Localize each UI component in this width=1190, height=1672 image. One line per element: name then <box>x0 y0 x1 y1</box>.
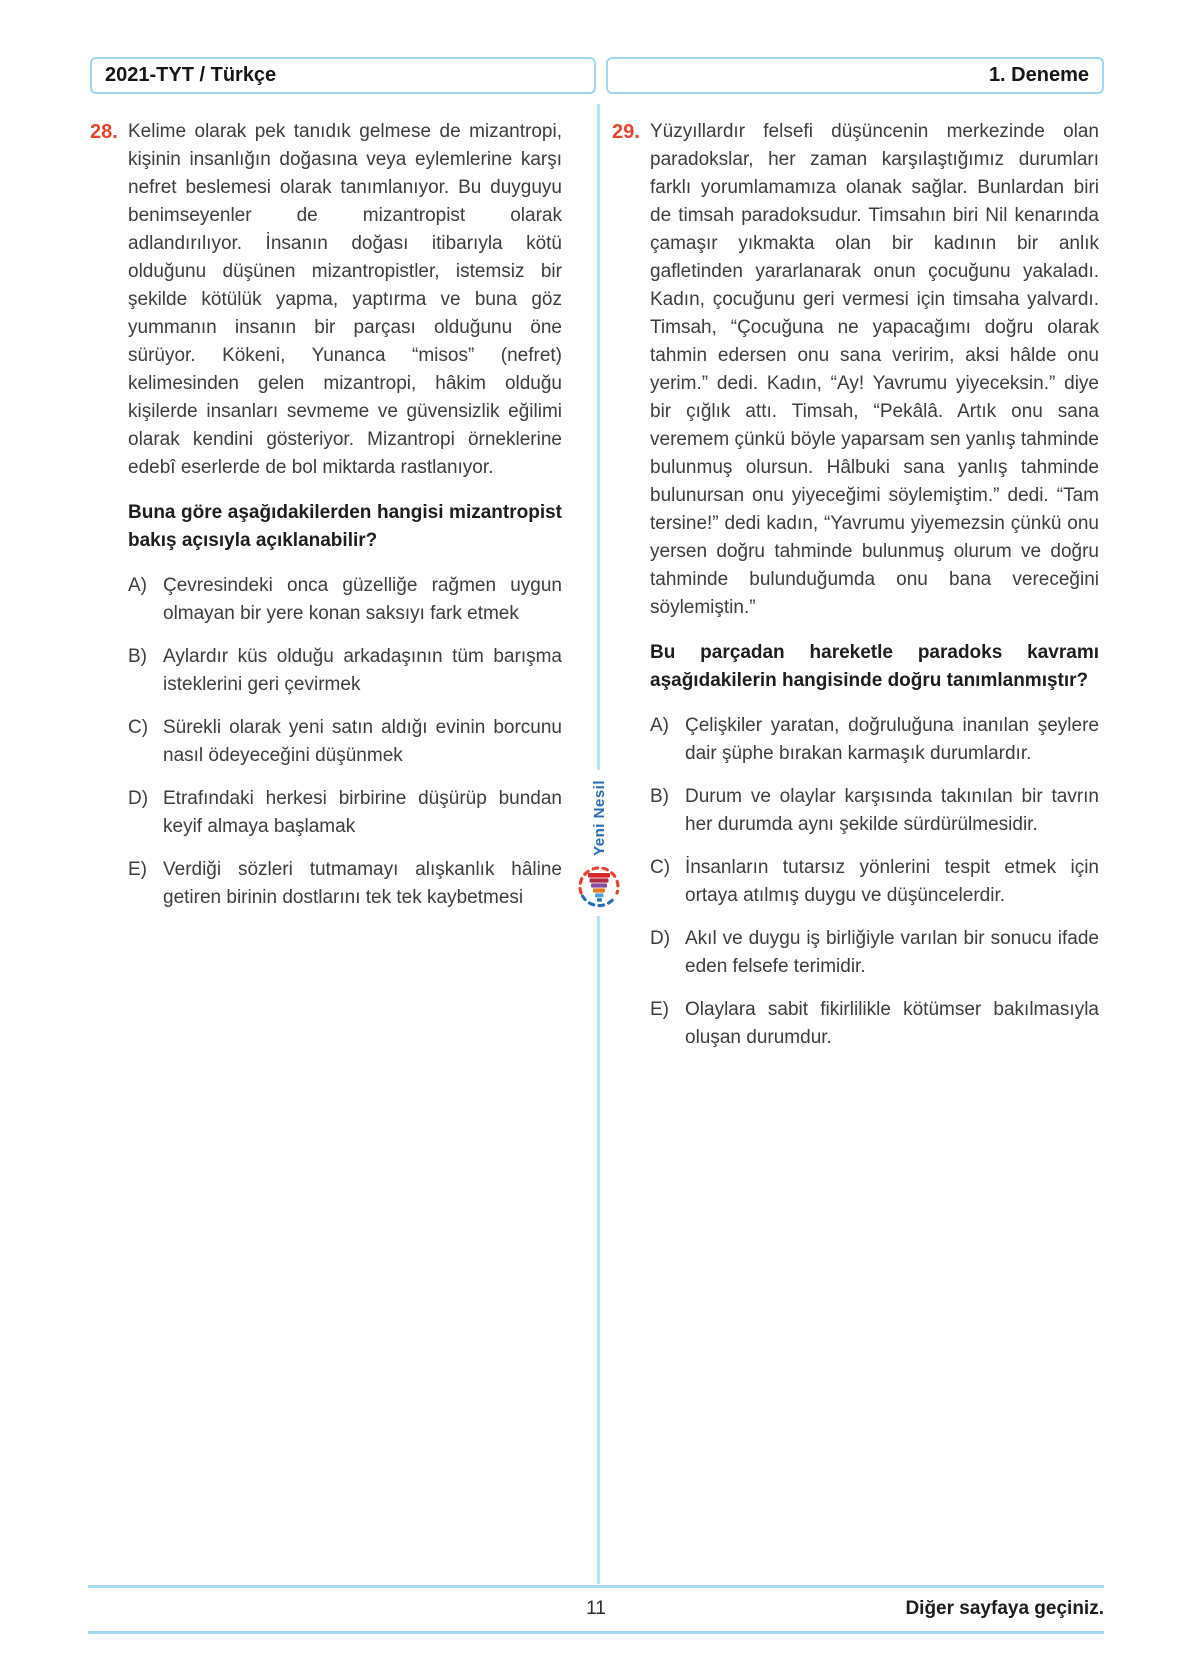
option-a <box>650 712 1099 768</box>
brand-name-vertical <box>591 775 608 861</box>
option-label: E) <box>650 999 669 1020</box>
option-e <box>128 856 562 912</box>
brand-name-text: Yeni Nesil <box>590 780 608 856</box>
option-label: B) <box>128 646 147 667</box>
question-stem: Buna göre aşağıdakilerden hangisi mizantropist bakış açısıyla açıklanabilir? <box>128 502 562 551</box>
option-label: C) <box>128 717 149 738</box>
right-column <box>612 118 1099 1067</box>
option-d <box>128 785 562 841</box>
funnel-chart-icon <box>576 863 622 911</box>
option-label: B) <box>650 786 669 807</box>
header-exam-title: 1. Deneme <box>988 64 1089 86</box>
option-text: Çelişkiler yaratan, doğruluğuna inanılan şeylere dair şüphe bırakan karmaşık durumlardır. <box>685 715 1099 764</box>
option-label: E) <box>128 859 147 880</box>
option-label: A) <box>650 715 669 736</box>
question-number: 28. <box>90 121 118 143</box>
option-text: İnsanların tutarsız yönlerini tespit etmek için ortaya atılmış duygu ve düşüncelerdir. <box>685 857 1099 906</box>
option-b <box>650 783 1099 839</box>
brand-logo <box>568 770 630 916</box>
left-column <box>90 118 562 927</box>
option-c <box>128 714 562 770</box>
question-stem: Bu parçadan hareketle paradoks kavramı aşağıdakilerin hangisinde doğru tanımlanmıştır? <box>650 642 1099 691</box>
page-footer <box>88 1593 1104 1625</box>
option-label: D) <box>128 788 149 809</box>
option-text: Aylardır küs olduğu arkadaşının tüm barışma isteklerini geri çevirmek <box>163 646 562 695</box>
option-text: Etrafındaki herkesi birbirine düşürüp bundan keyif almaya başlamak <box>163 788 562 837</box>
question-29 <box>612 118 1099 1067</box>
option-d <box>650 925 1099 981</box>
footer-top-rule <box>88 1585 1104 1588</box>
page-header <box>90 57 1104 94</box>
option-text: Verdiği sözleri tutmamayı alışkanlık hâline getiren birinin dostlarını tek tek kaybetmesi <box>163 859 562 908</box>
page-number: 11 <box>586 1598 606 1619</box>
question-passage: Yüzyıllardır felsefi düşüncenin merkezinde olan paradokslar, her zaman karşılaştığımız durumları farklı yorumlamamıza olanak sağlar. Bunlardan biri de timsah paradoksudur. Timsahın biri Nil kenarında çamaşır yıkmakta olan bir kadının bir anlık gafletinden yararlanarak onun çocuğunu yakaladı. Kadın, çocuğunu geri vermesi için timsaha yalvardı. Timsah, “Çocuğuna ne yapacağımı doğru olarak tahmin edersen onu sana veririm, aksi hâlde onu yerim.” dedi. Kadın, “Ay! Yavrumu yiyeceksin.” diye bir çığlık attı. Timsah, “Pekâlâ. Artık onu sana veremem çünkü böyle yaparsam sen yanlış tahminde bulunmuş olursun. Hâlbuki sana yanlış tahminde bulunursan onu yiyeceğimi söylemiştim.” dedi. “Tam tersine!” dedi kadın, “Yavrumu yiyemezsin çünkü onu yersen doğru tahminde bulunmuş olurum ve doğru tahminde bulunduğumda onu bana vereceğini söylemiştin.” <box>650 121 1099 618</box>
option-label: A) <box>128 575 147 596</box>
header-subject-title: 2021-TYT / Türkçe <box>105 64 277 86</box>
question-number: 29. <box>612 121 640 143</box>
option-label: C) <box>650 857 671 878</box>
next-page-instruction: Diğer sayfaya geçiniz. <box>905 1598 1104 1619</box>
header-exam-box <box>606 57 1104 94</box>
option-b <box>128 643 562 699</box>
question-28 <box>90 118 562 927</box>
question-body <box>128 118 562 927</box>
option-text: Çevresindeki onca güzelliğe rağmen uygun olmayan bir yere konan saksıyı fark etmek <box>163 575 562 624</box>
option-a <box>128 572 562 628</box>
option-label: D) <box>650 928 671 949</box>
option-text: Durum ve olaylar karşısında takınılan bir tavrın her durumda aynı şekilde sürdürülmesidir. <box>685 786 1099 835</box>
option-text: Olaylara sabit fikirlilikle kötümser bakılmasıyla oluşan durumdur. <box>685 999 1099 1048</box>
question-passage: Kelime olarak pek tanıdık gelmese de mizantropi, kişinin insanlığın doğasına veya eylemlerine karşı nefret beslemesi olarak tanımlanıyor. Bu duyguyu benimseyenler de mizantropist olarak adlandırılıyor. İnsanın doğası itibarıyla kötü olduğunu düşünen mizantropistler, istemsiz bir şekilde kötülük yapma, yaptırma ve buna göz yummanın insanın bir parçası olduğunu öne sürüyor. Kökeni, Yunanca “misos” (nefret) kelimesinden gelen mizantropi, hâkim olduğu kişilerde insanları sevmeme ve güvensizlik eğilimi olarak kendini gösteriyor. Mizantropi örneklerine edebî eserlerde de bol miktarda rastlanıyor. <box>128 121 562 478</box>
header-subject-box <box>90 57 596 94</box>
option-e <box>650 996 1099 1052</box>
footer-bottom-rule <box>88 1631 1104 1634</box>
option-text: Akıl ve duygu iş birliğiyle varılan bir sonucu ifade eden felsefe terimidir. <box>685 928 1099 977</box>
question-body <box>650 118 1099 1067</box>
option-c <box>650 854 1099 910</box>
option-text: Sürekli olarak yeni satın aldığı evinin borcunu nasıl ödeyeceğini düşünmek <box>163 717 562 766</box>
